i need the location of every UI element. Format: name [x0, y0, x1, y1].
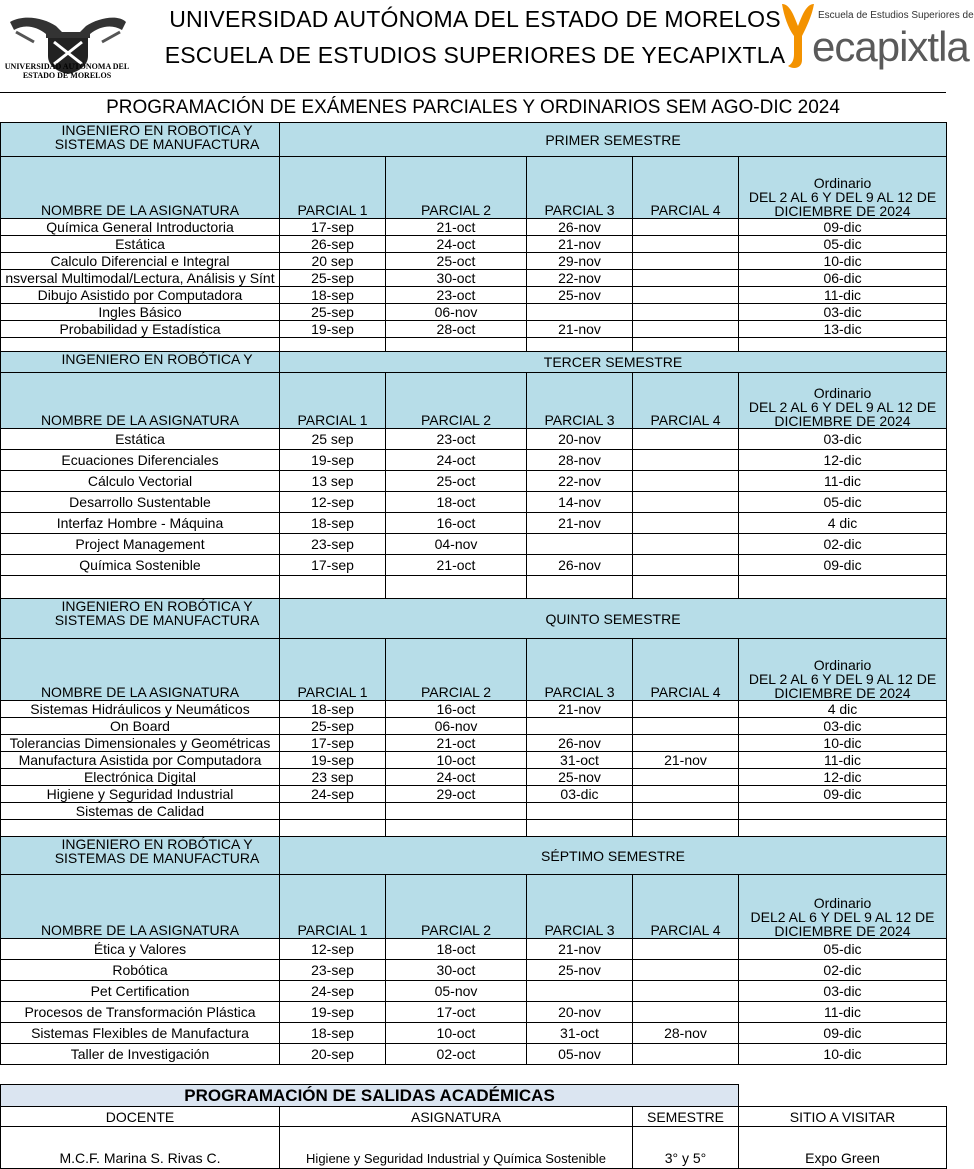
parcial-3-date: 31-oct [527, 752, 633, 769]
subject-name: Dibujo Asistido por Computadora [1, 287, 280, 304]
parcial-4-date [633, 1044, 739, 1065]
parcial-1-date: 20 sep [280, 253, 386, 270]
parcial-4-date [633, 960, 739, 981]
ordinario-range: DEL 2 AL 6 Y DEL 9 AL 12 DE [748, 399, 937, 415]
program-line-2: SISTEMAS DE MANUFACTURA [54, 850, 260, 866]
ordinario-date: 05-dic [739, 939, 947, 960]
parcial-2-date: 04-nov [386, 534, 527, 555]
trip-asignatura: Higiene y Seguridad Industrial y Química Sostenible [280, 1127, 633, 1169]
col-header-subject: NOMBRE DE LA ASIGNATURA [1, 157, 280, 219]
parcial-3-date [527, 803, 633, 820]
parcial-1-date: 23-sep [280, 960, 386, 981]
school-title: ESCUELA DE ESTUDIOS SUPERIORES DE YECAPIXTLA [164, 42, 786, 68]
parcial-2-date: 17-oct [386, 1002, 527, 1023]
table-row [1, 513, 947, 534]
col-header-parcial-3: PARCIAL 3 [527, 875, 633, 939]
semester-label: QUINTO SEMESTRE [280, 599, 947, 639]
table-row [1, 450, 947, 471]
parcial-3-date: 21-nov [527, 321, 633, 338]
table-row [1, 718, 947, 735]
parcial-1-date: 18-sep [280, 701, 386, 718]
col-header-ordinario [739, 373, 947, 429]
parcial-4-date [633, 735, 739, 752]
table-row [1, 555, 947, 576]
parcial-3-date: 21-nov [527, 701, 633, 718]
parcial-1-date: 23 sep [280, 769, 386, 786]
parcial-2-date: 21-oct [386, 555, 527, 576]
subject-name: Química Sostenible [1, 555, 280, 576]
parcial-4-date: 28-nov [633, 1023, 739, 1044]
col-header-parcial-4: PARCIAL 4 [633, 157, 739, 219]
ordinario-range: DEL2 AL 6 Y DEL 9 AL 12 DE [750, 909, 935, 925]
parcial-1-date: 17-sep [280, 219, 386, 236]
parcial-2-date: 30-oct [386, 270, 527, 287]
parcial-2-date: 24-oct [386, 236, 527, 253]
parcial-1-date: 26-sep [280, 236, 386, 253]
parcial-2-date: 06-nov [386, 718, 527, 735]
parcial-2-date: 23-oct [386, 287, 527, 304]
parcial-3-date: 25-nov [527, 769, 633, 786]
parcial-1-date: 18-sep [280, 1023, 386, 1044]
field-trips-table [0, 1084, 947, 1169]
parcial-4-date [633, 513, 739, 534]
document-header [0, 0, 974, 90]
semester-label: SÉPTIMO SEMESTRE [280, 837, 947, 875]
parcial-2-date: 02-oct [386, 1044, 527, 1065]
col-header-subject: NOMBRE DE LA ASIGNATURA [1, 639, 280, 701]
parcial-1-date: 17-sep [280, 735, 386, 752]
semester-label: TERCER SEMESTRE [280, 352, 947, 373]
col-header-sitio: SITIO A VISITAR [739, 1107, 947, 1127]
parcial-3-date: 21-nov [527, 939, 633, 960]
ordinario-date: 06-dic [739, 270, 947, 287]
ordinario-date: 03-dic [739, 429, 947, 450]
ordinario-date: 10-dic [739, 1044, 947, 1065]
parcial-2-date: 21-oct [386, 219, 527, 236]
parcial-1-date: 19-sep [280, 1002, 386, 1023]
ordinario-date: 4 dic [739, 513, 947, 534]
col-header-parcial-2: PARCIAL 2 [386, 373, 527, 429]
program-line-1: INGENIERO EN ROBÓTICA Y [61, 836, 253, 852]
subject-name: Calculo Diferencial e Integral [1, 253, 280, 270]
parcial-3-date: 26-nov [527, 555, 633, 576]
table-row [1, 769, 947, 786]
ordinario-date: 09-dic [739, 1023, 947, 1044]
parcial-3-date: 22-nov [527, 270, 633, 287]
parcial-2-date: 10-oct [386, 752, 527, 769]
parcial-4-date [633, 492, 739, 513]
col-header-ordinario [739, 639, 947, 701]
field-trips-title: PROGRAMACIÓN DE SALIDAS ACADÉMICAS [1, 1085, 739, 1107]
yecapixtla-logo-word: ecapixtla [812, 23, 969, 70]
parcial-2-date: 21-oct [386, 735, 527, 752]
parcial-2-date: 29-oct [386, 786, 527, 803]
parcial-4-date [633, 701, 739, 718]
parcial-2-date: 16-oct [386, 513, 527, 534]
subject-name: Electrónica Digital [1, 769, 280, 786]
semester-table [0, 351, 947, 603]
parcial-3-date: 31-oct [527, 1023, 633, 1044]
ordinario-date: 11-dic [739, 471, 947, 492]
parcial-3-date: 03-dic [527, 786, 633, 803]
parcial-1-date: 12-sep [280, 939, 386, 960]
subject-name: Sistemas Flexibles de Manufactura [1, 1023, 280, 1044]
table-row [1, 287, 947, 304]
ordinario-label: Ordinario [813, 895, 872, 911]
table-row [1, 429, 947, 450]
parcial-4-date [633, 450, 739, 471]
table-row [1, 304, 947, 321]
parcial-2-date: 25-oct [386, 253, 527, 270]
parcial-4-date [633, 471, 739, 492]
ordinario-range: DEL 2 AL 6 Y DEL 9 AL 12 DE [748, 671, 937, 687]
ordinario-label: Ordinario [813, 385, 872, 401]
parcial-3-date: 28-nov [527, 450, 633, 471]
parcial-2-date: 18-oct [386, 492, 527, 513]
col-header-parcial-1: PARCIAL 1 [280, 875, 386, 939]
table-row [1, 253, 947, 270]
parcial-2-date: 18-oct [386, 939, 527, 960]
ordinario-date: 02-dic [739, 960, 947, 981]
parcial-1-date: 24-sep [280, 981, 386, 1002]
subject-name: Estática [1, 236, 280, 253]
semester-table [0, 836, 947, 1065]
subject-name: Higiene y Seguridad Industrial [1, 786, 280, 803]
col-header-parcial-4: PARCIAL 4 [633, 373, 739, 429]
parcial-3-date: 26-nov [527, 735, 633, 752]
col-header-ordinario [739, 875, 947, 939]
parcial-3-date: 22-nov [527, 471, 633, 492]
table-row [1, 1002, 947, 1023]
parcial-4-date [633, 1002, 739, 1023]
col-header-parcial-1: PARCIAL 1 [280, 157, 386, 219]
program-line-1: INGENIERO EN ROBÓTICA Y [61, 598, 253, 614]
table-row [1, 492, 947, 513]
parcial-2-date: 30-oct [386, 960, 527, 981]
subject-name: Interfaz Hombre - Máquina [1, 513, 280, 534]
program-name [1, 352, 280, 373]
parcial-1-date: 25-sep [280, 718, 386, 735]
program-line-2: SISTEMAS DE MANUFACTURA [54, 612, 260, 628]
table-row [1, 471, 947, 492]
ordinario-date: 02-dic [739, 534, 947, 555]
parcial-3-date: 21-nov [527, 513, 633, 534]
parcial-1-date: 19-sep [280, 450, 386, 471]
trip-docente: M.C.F. Marina S. Rivas C. [1, 1127, 280, 1169]
parcial-4-date [633, 534, 739, 555]
ordinario-date: 05-dic [739, 492, 947, 513]
ordinario-month: DICIEMBRE DE 2024 [774, 685, 911, 701]
col-header-parcial-3: PARCIAL 3 [527, 157, 633, 219]
trip-sitio: Expo Green [739, 1127, 947, 1169]
table-row [1, 534, 947, 555]
subject-name: On Board [1, 718, 280, 735]
col-header-semestre: SEMESTRE [633, 1107, 739, 1127]
subject-name: Ética y Valores [1, 939, 280, 960]
subject-name: Probabilidad y Estadística [1, 321, 280, 338]
parcial-4-date [633, 270, 739, 287]
parcial-1-date: 12-sep [280, 492, 386, 513]
table-row [1, 1023, 947, 1044]
parcial-3-date: 05-nov [527, 1044, 633, 1065]
parcial-3-date: 25-nov [527, 960, 633, 981]
parcial-1-date [280, 803, 386, 820]
ordinario-date: 09-dic [739, 555, 947, 576]
yecapixtla-logo-caption: Escuela de Estudios Superiores de [818, 10, 974, 21]
ordinario-range: DEL 2 AL 6 Y DEL 9 AL 12 DE [748, 189, 937, 205]
parcial-2-date [386, 803, 527, 820]
parcial-3-date [527, 534, 633, 555]
ordinario-date: 03-dic [739, 304, 947, 321]
semester-table [0, 122, 947, 358]
subject-name: Project Management [1, 534, 280, 555]
parcial-4-date [633, 981, 739, 1002]
col-header-asignatura: ASIGNATURA [280, 1107, 633, 1127]
program-name [1, 599, 280, 639]
parcial-3-date [527, 304, 633, 321]
col-header-subject: NOMBRE DE LA ASIGNATURA [1, 875, 280, 939]
subject-name: Taller de Investigación [1, 1044, 280, 1065]
table-row [1, 960, 947, 981]
col-header-parcial-4: PARCIAL 4 [633, 875, 739, 939]
ordinario-month: DICIEMBRE DE 2024 [774, 413, 911, 429]
parcial-4-date [633, 769, 739, 786]
parcial-4-date [633, 786, 739, 803]
subject-name: Sistemas Hidráulicos y Neumáticos [1, 701, 280, 718]
parcial-3-date: 20-nov [527, 429, 633, 450]
parcial-2-date: 28-oct [386, 321, 527, 338]
parcial-2-date: 24-oct [386, 450, 527, 471]
program-name [1, 123, 280, 157]
parcial-3-date: 20-nov [527, 1002, 633, 1023]
parcial-1-date: 20-sep [280, 1044, 386, 1065]
parcial-3-date: 25-nov [527, 287, 633, 304]
parcial-1-date: 19-sep [280, 321, 386, 338]
parcial-1-date: 25-sep [280, 304, 386, 321]
col-header-ordinario [739, 157, 947, 219]
ordinario-date: 12-dic [739, 450, 947, 471]
program-name [1, 837, 280, 875]
col-header-parcial-1: PARCIAL 1 [280, 373, 386, 429]
parcial-4-date [633, 321, 739, 338]
program-line-1: INGENIERO EN ROBÓTICA Y [61, 351, 253, 367]
ordinario-date: 11-dic [739, 1002, 947, 1023]
parcial-3-date [527, 718, 633, 735]
semester-table [0, 598, 947, 840]
table-row [1, 735, 947, 752]
parcial-4-date: 21-nov [633, 752, 739, 769]
parcial-3-date: 29-nov [527, 253, 633, 270]
col-header-subject: NOMBRE DE LA ASIGNATURA [1, 373, 280, 429]
parcial-1-date: 19-sep [280, 752, 386, 769]
parcial-2-date: 10-oct [386, 1023, 527, 1044]
parcial-1-date: 18-sep [280, 513, 386, 534]
parcial-4-date [633, 939, 739, 960]
parcial-4-date [633, 718, 739, 735]
subject-name: Desarrollo Sustentable [1, 492, 280, 513]
parcial-4-date [633, 253, 739, 270]
table-row [1, 939, 947, 960]
parcial-2-date: 16-oct [386, 701, 527, 718]
subject-name: Procesos de Transformación Plástica [1, 1002, 280, 1023]
semester-label: PRIMER SEMESTRE [280, 123, 947, 157]
parcial-2-date: 05-nov [386, 981, 527, 1002]
subject-name: Cálculo Vectorial [1, 471, 280, 492]
table-row [1, 321, 947, 338]
table-row [1, 1044, 947, 1065]
ordinario-date: 05-dic [739, 236, 947, 253]
parcial-4-date [633, 304, 739, 321]
subject-name: Pet Certification [1, 981, 280, 1002]
parcial-1-date: 17-sep [280, 555, 386, 576]
parcial-1-date: 23-sep [280, 534, 386, 555]
parcial-4-date [633, 429, 739, 450]
table-row [1, 803, 947, 820]
ordinario-date: 03-dic [739, 718, 947, 735]
ordinario-date: 09-dic [739, 219, 947, 236]
subject-name: Tolerancias Dimensionales y Geométricas [1, 735, 280, 752]
parcial-2-date: 23-oct [386, 429, 527, 450]
table-row [1, 701, 947, 718]
university-title: UNIVERSIDAD AUTÓNOMA DEL ESTADO DE MORELOS [169, 6, 781, 32]
ordinario-month: DICIEMBRE DE 2024 [774, 923, 911, 939]
subject-name: Ecuaciones Diferenciales [1, 450, 280, 471]
parcial-1-date: 13 sep [280, 471, 386, 492]
table-row [1, 270, 947, 287]
col-header-parcial-3: PARCIAL 3 [527, 639, 633, 701]
parcial-2-date: 06-nov [386, 304, 527, 321]
parcial-3-date: 14-nov [527, 492, 633, 513]
program-line-1: INGENIERO EN ROBOTICA Y [61, 122, 253, 138]
parcial-2-date: 25-oct [386, 471, 527, 492]
subject-name: Estática [1, 429, 280, 450]
ordinario-date: 09-dic [739, 786, 947, 803]
subject-name: Robótica [1, 960, 280, 981]
ordinario-label: Ordinario [813, 175, 872, 191]
col-header-parcial-2: PARCIAL 2 [386, 639, 527, 701]
ordinario-date: 03-dic [739, 981, 947, 1002]
subject-name: Manufactura Asistida por Computadora [1, 752, 280, 769]
parcial-3-date: 26-nov [527, 219, 633, 236]
ordinario-date: 11-dic [739, 752, 947, 769]
ordinario-date: 12-dic [739, 769, 947, 786]
subject-name: Sistemas de Calidad [1, 803, 280, 820]
table-row [1, 236, 947, 253]
parcial-3-date [527, 981, 633, 1002]
col-header-parcial-4: PARCIAL 4 [633, 639, 739, 701]
ordinario-label: Ordinario [813, 657, 872, 673]
parcial-1-date: 25 sep [280, 429, 386, 450]
col-header-parcial-2: PARCIAL 2 [386, 875, 527, 939]
ordinario-date: 11-dic [739, 287, 947, 304]
col-header-parcial-1: PARCIAL 1 [280, 639, 386, 701]
parcial-3-date: 21-nov [527, 236, 633, 253]
page-title: PROGRAMACIÓN DE EXÁMENES PARCIALES Y ORDINARIOS SEM AGO-DIC 2024 [0, 92, 946, 123]
uaem-logo-caption: UNIVERSIDAD AUTÓNOMA DEL ESTADO DE MORELOS [4, 62, 130, 80]
subject-name: Química General Introductoria [1, 219, 280, 236]
parcial-2-date: 24-oct [386, 769, 527, 786]
table-row [1, 786, 947, 803]
parcial-1-date: 25-sep [280, 270, 386, 287]
trip-semestre: 3° y 5° [633, 1127, 739, 1169]
parcial-4-date [633, 555, 739, 576]
parcial-4-date [633, 236, 739, 253]
parcial-4-date [633, 803, 739, 820]
col-header-parcial-3: PARCIAL 3 [527, 373, 633, 429]
table-row [1, 752, 947, 769]
ordinario-date: 4 dic [739, 701, 947, 718]
parcial-4-date [633, 219, 739, 236]
subject-name: Ingles Básico [1, 304, 280, 321]
parcial-1-date: 24-sep [280, 786, 386, 803]
col-header-docente: DOCENTE [1, 1107, 280, 1127]
subject-name: nsversal Multimodal/Lectura, Análisis y Sínt [1, 270, 280, 287]
ordinario-date: 10-dic [739, 253, 947, 270]
ordinario-date: 10-dic [739, 735, 947, 752]
table-row [1, 219, 947, 236]
col-header-parcial-2: PARCIAL 2 [386, 157, 527, 219]
program-line-2: SISTEMAS DE MANUFACTURA [54, 136, 260, 152]
parcial-1-date: 18-sep [280, 287, 386, 304]
ordinario-month: DICIEMBRE DE 2024 [774, 203, 911, 219]
parcial-4-date [633, 287, 739, 304]
ordinario-date: 13-dic [739, 321, 947, 338]
ordinario-date [739, 803, 947, 820]
table-row [1, 981, 947, 1002]
